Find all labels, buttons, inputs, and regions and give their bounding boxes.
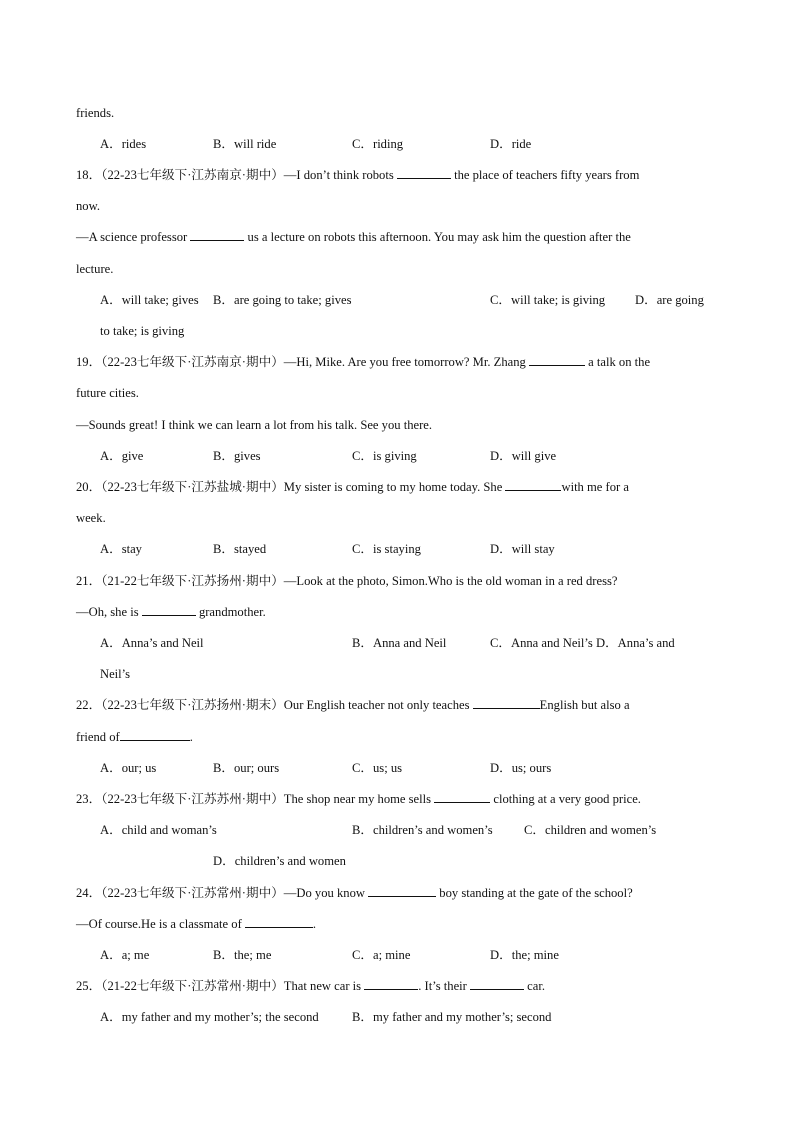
q18-option-d: D．are going <box>635 293 704 307</box>
q20-stem-line2: week. <box>76 511 106 525</box>
q24-stem-line2 <box>76 916 316 932</box>
q22-text: friend of <box>76 730 120 744</box>
question-number: 25． <box>76 979 102 993</box>
q24-option-b: B．the; me <box>213 948 272 962</box>
q18-option-b: B．are going to take; gives <box>213 293 352 307</box>
q25-text: . It’s their <box>418 979 467 993</box>
q20-option-c: C．is staying <box>352 542 421 556</box>
q21-text: —Oh, she is <box>76 605 139 619</box>
q25-option-a: A．my father and my mother’s; the second <box>100 1010 319 1024</box>
q18-stem-line4: lecture. <box>76 262 114 276</box>
q18-text: the place of teachers fifty years from <box>454 168 640 182</box>
q17-option-d: D．ride <box>490 137 532 151</box>
q21-stem-line2 <box>76 604 266 620</box>
q19-stem-line3: —Sounds great! I think we can learn a lot from his talk. See you there. <box>76 418 433 432</box>
answer-blank <box>142 604 196 616</box>
q17-continuation: friends. <box>76 106 115 120</box>
q25-option-b: B．my father and my mother’s; second <box>352 1010 552 1024</box>
q23-text: clothing at a very good price. <box>493 792 641 806</box>
q18-stem-line2: now. <box>76 199 101 213</box>
q19-stem-line1 <box>76 354 650 370</box>
q20-option-b: B．stayed <box>213 542 267 556</box>
question-source: （21-22七年级下·江苏常州·期中） <box>101 979 284 993</box>
question-source: （22-23七年级下·江苏苏州·期中） <box>101 792 284 806</box>
q24-option-d: D．the; mine <box>490 948 559 962</box>
q17-option-c: C．riding <box>352 137 404 151</box>
q18-text: us a lecture on robots this afternoon. You may ask him the question after the <box>247 230 631 244</box>
q20-option-a: A．stay <box>100 542 142 556</box>
q22-option-d: D．us; ours <box>490 761 552 775</box>
q21-option-c-d: C．Anna and Neil’s D．Anna’s and <box>490 636 675 650</box>
q17-option-a: A．rides <box>100 137 147 151</box>
q24-stem-line1 <box>76 885 633 901</box>
q19-text: a talk on the <box>588 355 651 369</box>
question-number: 18． <box>76 168 102 182</box>
q18-text: —A science professor <box>76 230 188 244</box>
q21-text: grandmother. <box>198 605 266 619</box>
answer-blank <box>505 479 561 491</box>
q18-option-a: A．will take; gives <box>100 293 199 307</box>
question-source: （22-23七年级下·江苏盐城·期中） <box>101 480 284 494</box>
q21-option-b: B．Anna and Neil <box>352 636 447 650</box>
q19-text: —Hi, Mike. Are you free tomorrow? Mr. Zhang <box>283 355 526 369</box>
answer-blank <box>368 885 436 897</box>
q23-option-b: B．children’s and women’s <box>352 823 493 837</box>
q24-text: . <box>312 917 317 931</box>
question-number: 20． <box>76 480 102 494</box>
q22-option-c: C．us; us <box>352 761 403 775</box>
answer-blank <box>364 978 418 990</box>
answer-blank <box>473 697 540 709</box>
question-source: （22-23七年级下·江苏南京·期中） <box>101 168 284 182</box>
question-source: （21-22七年级下·江苏扬州·期中） <box>101 574 284 588</box>
question-number: 24． <box>76 886 102 900</box>
q18-option-c: C．will take; is giving <box>490 293 606 307</box>
q19-option-d: D．will give <box>490 449 557 463</box>
q21-text: —Look at the photo, Simon.Who is the old woman in a red dress? <box>283 574 618 588</box>
q24-option-a: A．a; me <box>100 948 150 962</box>
q25-stem-line1 <box>76 978 545 994</box>
q18-stem-line3 <box>76 229 631 245</box>
q21-option-d-cont: Neil’s <box>100 667 131 681</box>
q24-text: boy standing at the gate of the school? <box>439 886 633 900</box>
answer-blank <box>470 978 524 990</box>
q22-text: Our English teacher not only teaches <box>283 698 470 712</box>
answer-blank <box>190 229 244 241</box>
q23-option-a: A．child and woman’s <box>100 823 217 837</box>
q23-option-d: D．children’s and women <box>213 854 346 868</box>
q23-option-c: C．children and women’s <box>524 823 657 837</box>
q22-option-b: B．our; ours <box>213 761 280 775</box>
q25-text: That new car is <box>283 979 362 993</box>
q22-text: . <box>189 730 193 744</box>
question-source: （22-23七年级下·江苏扬州·期末） <box>101 698 284 712</box>
question-number: 21． <box>76 574 102 588</box>
q18-option-d-cont: to take; is giving <box>100 324 185 338</box>
q20-stem-line1 <box>76 479 629 495</box>
answer-blank <box>529 354 585 366</box>
question-number: 19． <box>76 355 102 369</box>
q18-text: —I don’t think robots <box>283 168 394 182</box>
q24-text: —Of course.He is a classmate of <box>76 917 242 931</box>
question-number: 23． <box>76 792 102 806</box>
question-source: （22-23七年级下·江苏南京·期中） <box>101 355 284 369</box>
q24-text: —Do you know <box>283 886 365 900</box>
q19-stem-line2: future cities. <box>76 386 139 400</box>
q22-text: English but also a <box>539 698 630 712</box>
q21-stem-line1 <box>76 573 617 589</box>
answer-blank <box>434 791 490 803</box>
q25-text: car. <box>527 979 545 993</box>
q24-option-c: C．a; mine <box>352 948 411 962</box>
q17-option-b: B．will ride <box>213 137 277 151</box>
question-number: 22． <box>76 698 102 712</box>
q23-text: The shop near my home sells <box>283 792 432 806</box>
answer-blank <box>245 916 313 928</box>
q19-option-c: C．is giving <box>352 449 417 463</box>
q22-stem-line2 <box>76 729 193 745</box>
q19-option-b: B．gives <box>213 449 261 463</box>
q23-stem-line1 <box>76 791 641 807</box>
q22-stem-line1 <box>76 697 630 713</box>
answer-blank <box>120 729 190 741</box>
answer-blank <box>397 167 451 179</box>
q21-option-a: A．Anna’s and Neil <box>100 636 204 650</box>
q18-stem-line1 <box>76 167 639 183</box>
q22-option-a: A．our; us <box>100 761 157 775</box>
question-source: （22-23七年级下·江苏常州·期中） <box>101 886 284 900</box>
q20-option-d: D．will stay <box>490 542 555 556</box>
q20-text: My sister is coming to my home today. She <box>283 480 503 494</box>
q20-text: with me for a <box>561 480 629 494</box>
q19-option-a: A．give <box>100 449 144 463</box>
